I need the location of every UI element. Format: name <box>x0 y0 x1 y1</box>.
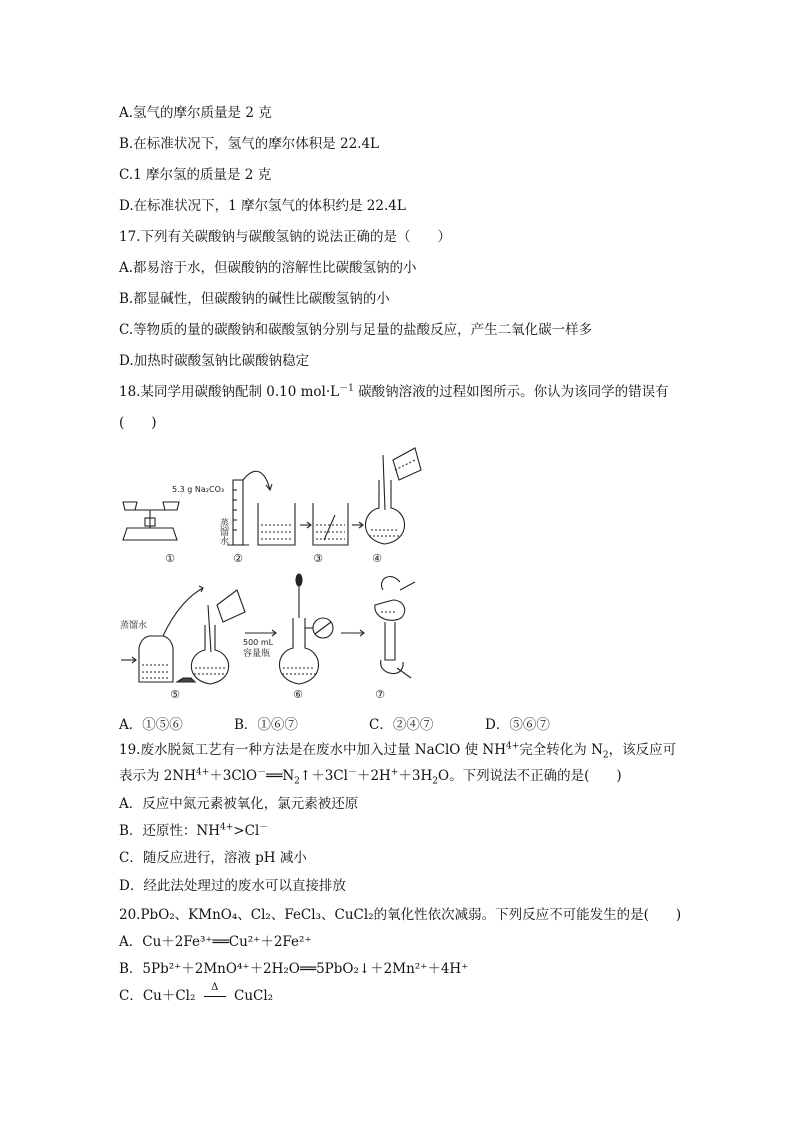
cylinder-icon <box>227 471 272 545</box>
q19-l2-e: ＋2H <box>356 768 391 784</box>
shaking-flask-icon <box>375 577 415 678</box>
step-label-5: ⑤ <box>170 688 180 701</box>
q17-stem: 17.下列有关碳酸钠与碳酸氢钠的说法正确的是（ ） <box>119 229 451 245</box>
q19-l2-c: ══N <box>266 768 295 784</box>
delta-symbol: Δ <box>211 982 219 993</box>
q19-option-d: D．经此法处理过的废水可以直接排放 <box>119 878 346 894</box>
q20-option-c <box>119 982 274 1005</box>
q19-stem-line1 <box>119 741 676 759</box>
q19-l2-g: O。下列说法不正确的是( ) <box>438 768 622 784</box>
q20-c-pre: C．Cu＋Cl₂ <box>119 988 196 1004</box>
q19-l2-sup4: + <box>390 767 399 778</box>
q19-l2-sup2: － <box>257 767 267 778</box>
q19-option-c: C．随反应进行，溶液 pH 减小 <box>119 850 307 866</box>
q18-stem-sup: －1 <box>339 383 354 394</box>
volumetric-flask-icon <box>365 448 421 544</box>
q19-b-pre: B．还原性：NH <box>119 823 221 839</box>
q20-stem: 20.PbO₂、KMnO₄、Cl₂、FeCl₃、CuCl₂的氧化性依次减弱。下列反应不可能发生的是( ) <box>119 907 682 923</box>
q19-l2-sub1: 2 <box>294 776 300 787</box>
q17-option-c: C.等物质的量的碳酸钠和碳酸氢钠分别与足量的盐酸反应，产生二氧化碳一样多 <box>119 322 593 338</box>
q19-l2-f: ＋3H <box>398 768 433 784</box>
q16-option-c: C.1 摩尔氢的质量是 2 克 <box>119 167 272 183</box>
q20-option-b: B．5Pb²⁺＋2MnO⁴⁺＋2H₂O══5PbO₂↓＋2Mn²⁺＋4H⁺ <box>119 961 469 977</box>
flask-label-name: 容量瓶 <box>243 649 271 659</box>
beaker-icon <box>258 503 295 545</box>
q19-l2-b: ＋3ClO <box>209 768 258 784</box>
q19-l1-sup: 4+ <box>506 741 520 752</box>
q18-stem <box>119 383 669 401</box>
q19-option-a: A．反应中氮元素被氧化，氯元素被还原 <box>119 796 359 812</box>
q18-option-c: C．②④⑦ <box>369 717 434 733</box>
step-label-3: ③ <box>313 552 323 565</box>
q18-blank: ( ) <box>119 415 157 431</box>
q20-c-post: CuCl₂ <box>234 988 274 1004</box>
step-label-7: ⑦ <box>375 688 385 701</box>
q19-l2-sup1: 4+ <box>195 767 210 778</box>
step-label-4: ④ <box>372 552 382 565</box>
q19-b-sup1: 4+ <box>220 822 234 833</box>
q19-l1-a: 19.废水脱氮工艺有一种方法是在废水中加入过量 NaClO 使 NH <box>119 742 507 758</box>
q19-b-mid: >Cl <box>233 823 260 839</box>
q19-l1-c: ，该反应可 <box>608 742 677 758</box>
q18-option-a: A．①⑤⑥ <box>119 717 183 733</box>
q18-option-b: B．①⑥⑦ <box>234 717 298 733</box>
q19-stem-line2 <box>119 767 622 785</box>
pouring-flask-icon <box>191 590 245 684</box>
q16-option-a: A.氢气的摩尔质量是 2 克 <box>119 105 272 121</box>
water-label-1: 蒸馏水 <box>218 518 228 545</box>
dropper-flask-icon <box>279 574 333 684</box>
step-label-6: ⑥ <box>293 688 303 701</box>
q18-option-d: D．⑤⑥⑦ <box>485 717 550 733</box>
wash-bottle-icon <box>139 586 203 682</box>
procedure-figure <box>115 440 435 714</box>
q18-stem-post: 碳酸钠溶液的过程如图所示。你认为该同学的错误有 <box>353 384 669 400</box>
step-label-2: ② <box>233 552 243 565</box>
q19-option-b <box>119 822 268 840</box>
procedure-svg <box>115 440 435 710</box>
heat-arrow <box>204 982 226 1005</box>
water-label-2: 蒸馏水 <box>120 621 148 631</box>
flask-label-volume: 500 mL <box>243 638 274 647</box>
q19-l2-d: ↑＋3Cl <box>299 768 348 784</box>
q17-option-a: A.都易溶于水，但碳酸钠的溶解性比碳酸氢钠的小 <box>119 260 417 276</box>
q19-l1-b: 完全转化为 N <box>519 742 603 758</box>
mass-label: 5.3 g Na₂CO₃ <box>172 485 225 494</box>
step-label-1: ① <box>165 552 175 565</box>
q19-l2-sup3: － <box>347 767 357 778</box>
q19-l2-a: 表示为 2NH <box>119 768 196 784</box>
q16-option-d: D.在标准状况下，1 摩尔氢气的体积约是 22.4L <box>119 198 406 214</box>
q20-option-a: A．Cu＋2Fe³⁺══Cu²⁺＋2Fe²⁺ <box>119 934 312 950</box>
q17-option-d: D.加热时碳酸氢钠比碳酸钠稳定 <box>119 353 310 369</box>
q18-stem-pre: 18.某同学用碳酸钠配制 0.10 mol·L <box>119 384 340 400</box>
q19-b-sup2: － <box>259 822 269 833</box>
balance-icon <box>123 502 179 540</box>
q19-l1-sub: 2 <box>602 750 609 761</box>
stirring-beaker-icon <box>313 503 348 545</box>
q17-option-b: B.都显碱性，但碳酸钠的碱性比碳酸氢钠的小 <box>119 291 390 307</box>
q19-l2-sub2: 2 <box>432 776 438 787</box>
q16-option-b: B.在标准状况下，氢气的摩尔体积是 22.4L <box>119 136 380 152</box>
